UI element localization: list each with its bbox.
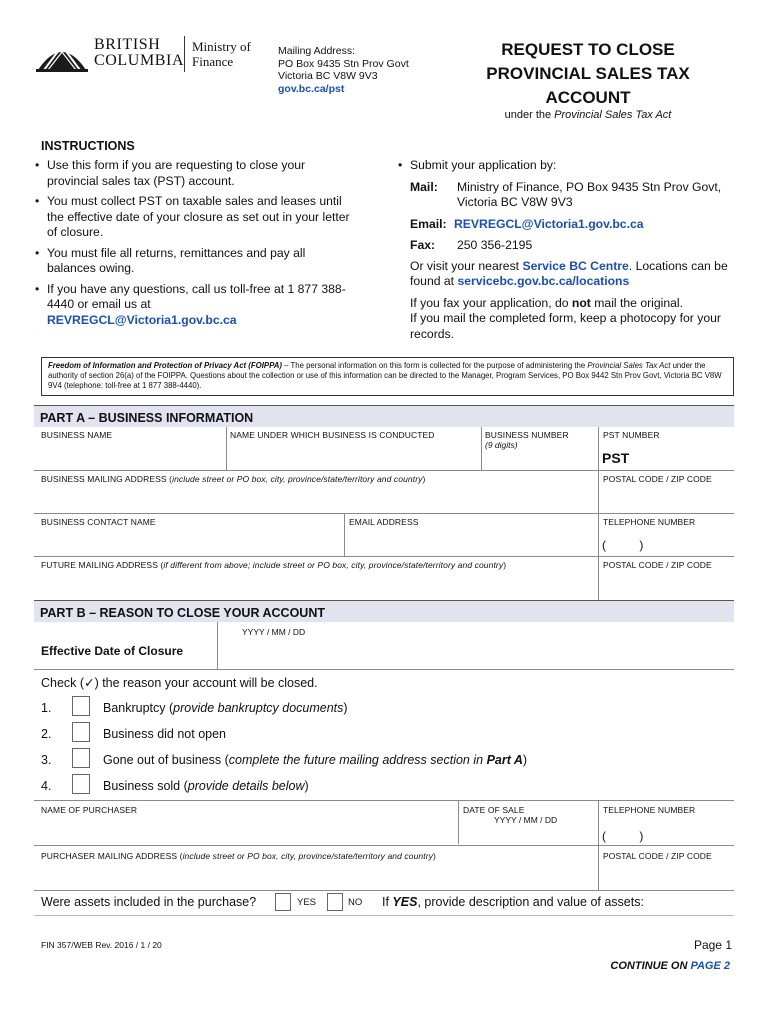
fax-value: 250 356-2195 [457, 238, 533, 252]
foippa-notice: Freedom of Information and Protection of Privacy Act (FOIPPA) – The personal information on this form is collected for the purpose of administering the Provincial Sales Tax Act under the authority of section 26(a) of the FOIPPA. Questions about the collection or use of this information can be directed to the Manager, Program Services, PO Box 9442 Stn Prov Govt, Victoria BC V8W 9V4 (telephone: toll-free at 1 877 388-4440). [41, 357, 734, 396]
title-line1: REQUEST TO CLOSE [501, 40, 675, 59]
contact-email-link[interactable]: REVREGCL@Victoria1.gov.bc.ca [47, 312, 237, 327]
date-of-sale-label: DATE OF SALE [463, 805, 525, 815]
instruction-item: • You must collect PST on taxable sales and leases until the effective date of your closure as set out in your letter of closure. [35, 194, 355, 241]
submit-email-link[interactable]: REVREGCL@Victoria1.gov.bc.ca [453, 216, 644, 231]
bc-sun-mountain-icon [34, 36, 90, 74]
reason-out-of-business-checkbox[interactable] [72, 748, 90, 768]
mailing-address-field[interactable] [38, 486, 594, 512]
purchaser-postal-field[interactable] [602, 862, 732, 889]
part-a-heading: PART A – BUSINESS INFORMATION [34, 405, 734, 427]
instructions-left [35, 158, 355, 333]
mail-line2: Victoria BC V8W 9V3 [457, 195, 573, 209]
mailing-address-label: BUSINESS MAILING ADDRESS (include street or PO box, city, province/state/territory and country) [41, 474, 426, 484]
mail-line1: Ministry of Finance, PO Box 9435 Stn Prov Govt, [457, 179, 722, 194]
mail-label: Mail: [410, 179, 438, 194]
page-number: Page 1 [693, 938, 732, 952]
form-subtitle: under the Provincial Sales Tax Act [504, 109, 672, 121]
reason-did-not-open-label: Business did not open [103, 727, 227, 741]
continue-page-link[interactable]: PAGE 2 [690, 960, 730, 972]
purchaser-name-label: NAME OF PURCHASER [41, 805, 138, 815]
fax-note: If you fax your application, do not mail the original. [410, 295, 684, 310]
effective-date-label: Effective Date of Closure [41, 644, 184, 658]
reason-number: 3. [41, 753, 52, 767]
title-line2: PROVINCIAL SALES TAX [486, 64, 690, 83]
business-name-field[interactable] [38, 440, 224, 470]
form-title [442, 38, 734, 110]
contact-name-label: BUSINESS CONTACT NAME [41, 517, 156, 527]
reason-business-sold-label: Business sold (provide details below) [103, 779, 309, 793]
title-line3: ACCOUNT [545, 88, 631, 107]
email-address-field[interactable] [347, 528, 595, 556]
business-number-label: BUSINESS NUMBER [485, 430, 569, 440]
form-id: FIN 357/WEB Rev. 2016 / 1 / 20 [41, 940, 162, 950]
service-bc-link[interactable]: Service BC Centre [522, 258, 629, 273]
reason-number: 2. [41, 727, 52, 741]
reason-bankruptcy-checkbox[interactable] [72, 696, 90, 716]
ministry-line2: Finance [192, 54, 234, 69]
logo-line2: COLUMBIA [94, 52, 185, 69]
purchaser-telephone-label: TELEPHONE NUMBER [603, 805, 696, 815]
postal-code-field-2[interactable] [602, 572, 732, 600]
mailing-line2: Victoria BC V8W 9V3 [278, 70, 378, 82]
telephone-label: TELEPHONE NUMBER [603, 517, 696, 527]
reason-did-not-open-checkbox[interactable] [72, 722, 90, 742]
logo-line1: BRITISH [94, 36, 161, 53]
effective-date-format: YYYY / MM / DD [242, 627, 306, 637]
assets-yes-checkbox[interactable] [275, 893, 291, 911]
assets-question: Were assets included in the purchase? [41, 895, 257, 909]
assets-yes-label: YES [297, 897, 317, 908]
pst-number-label: PST NUMBER [603, 430, 660, 440]
assets-if-yes: If YES, provide description and value of assets: [382, 895, 644, 909]
mailing-line1: PO Box 9435 Stn Prov Govt [278, 57, 409, 70]
purchaser-name-field[interactable] [38, 816, 456, 844]
reason-bankruptcy-label: Bankruptcy (provide bankruptcy documents) [103, 701, 348, 715]
reason-number: 1. [41, 701, 52, 715]
part-b-heading: PART B – REASON TO CLOSE YOUR ACCOUNT [34, 600, 734, 622]
purchaser-address-field[interactable] [38, 862, 594, 889]
future-address-field[interactable] [38, 572, 594, 600]
business-number-field[interactable] [483, 450, 596, 470]
fax-label: Fax: [410, 238, 436, 252]
pst-prefix: PST [602, 450, 630, 466]
ministry-line1: Ministry of [192, 39, 251, 54]
conducted-name-field[interactable] [228, 440, 478, 470]
check-mark-icon: ✓ [84, 676, 95, 690]
instructions-heading: INSTRUCTIONS [41, 139, 135, 153]
pst-number-field[interactable] [632, 448, 732, 470]
email-address-label: EMAIL ADDRESS [349, 517, 419, 527]
website-link[interactable]: gov.bc.ca/pst [278, 82, 345, 95]
instruction-item: • If you have any questions, call us toll-free at 1 877 388-4440 or email us at REVREGCL@Victoria1.gov.bc.ca [35, 282, 355, 329]
check-instruction: Check (✓) the reason your account will be closed. [41, 676, 318, 690]
mailing-address [278, 45, 409, 95]
contact-name-field[interactable] [38, 528, 342, 556]
business-name-label: BUSINESS NAME [41, 430, 113, 440]
purchaser-address-label: PURCHASER MAILING ADDRESS (include street or PO box, city, province/state/territory and country) [41, 851, 436, 861]
submit-heading: Submit your application by: [410, 158, 557, 172]
locations-link[interactable]: servicebc.gov.bc.ca/locations [457, 274, 630, 288]
assets-no-label: NO [348, 897, 363, 908]
telephone-field[interactable]: ( ) [602, 538, 644, 552]
instruction-item: • Use this form if you are requesting to close your provincial sales tax (PST) account. [35, 158, 355, 189]
bc-logo [34, 34, 264, 76]
assets-no-checkbox[interactable] [327, 893, 343, 911]
visit-text: Or visit your nearest Service BC Centre. Locations can be found at servicebc.gov.bc.ca/locations [410, 258, 728, 288]
email-label: Email: [410, 216, 447, 231]
date-of-sale-format: YYYY / MM / DD [494, 815, 558, 825]
business-number-note: (9 digits) [485, 440, 518, 450]
mail-note: If you mail the completed form, keep a photocopy for your records. [410, 311, 721, 341]
reason-business-sold-checkbox[interactable] [72, 774, 90, 794]
continue-note: CONTINUE ON PAGE 2 [610, 960, 730, 972]
postal-code-label-2: POSTAL CODE / ZIP CODE [603, 560, 712, 570]
conducted-name-label: NAME UNDER WHICH BUSINESS IS CONDUCTED [230, 430, 435, 440]
mailing-label: Mailing Address: [278, 45, 356, 57]
postal-code-label: POSTAL CODE / ZIP CODE [603, 474, 712, 484]
future-address-label: FUTURE MAILING ADDRESS (if different from above; include street or PO box, city, province/state/territory and country) [41, 560, 507, 570]
reason-out-of-business-label: Gone out of business (complete the future mailing address section in Part A) [103, 753, 528, 767]
date-of-sale-field[interactable] [461, 826, 595, 844]
instructions-right: • Submit your application by: Mail: Ministry of Finance, PO Box 9435 Stn Prov Govt, Victoria BC V8W 9V3 Email: REVREGCL@Victoria1.gov.bc.ca Fax: 250 356-2195 Or visit your nearest Service BC Centre. Locations can be found at servicebc.gov.bc.ca/locations If you fax your application, do not mail the original. If you mail the completed form, keep a photocopy for your records. [398, 158, 738, 342]
instruction-item: • You must file all returns, remittances and pay all balances owing. [35, 246, 355, 277]
purchaser-postal-label: POSTAL CODE / ZIP CODE [603, 851, 712, 861]
postal-code-field[interactable] [602, 486, 732, 512]
reason-number: 4. [41, 779, 52, 793]
purchaser-telephone-field[interactable]: ( ) [602, 829, 644, 843]
effective-date-field[interactable] [220, 638, 734, 668]
